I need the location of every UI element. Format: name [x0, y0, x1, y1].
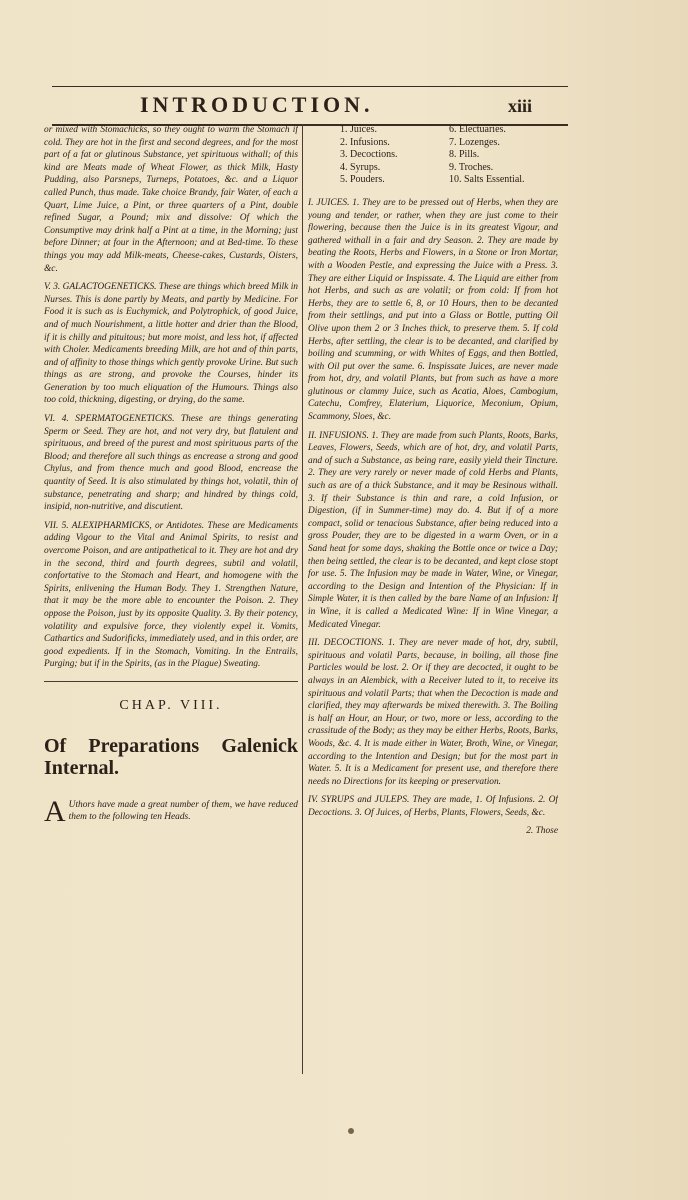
- section-infusions: II. INFUSIONS. 1. They are made from such Plants, Roots, Barks, Leaves, Flowers, Seeds, which are of hot, dry, and volatil Parts, and of such a Substance, as being rare, easily yield their Tincture. 2. They are very rarely or never made of cold Herbs and Plants, such as are of a thick Substance, and it may be Resinous withall. 3. If their Substance is thin and rare, a cold Infusion, or Digestion, (if in Summer-time) may do. 4. But if of a more compact, solid or tenacious Substance, after being reduced into a gross Pouder, they are to be digested in a warm Oven, or in a Sand heat for some days, shaking the Bottle once or twice a Day; then being settled, the clear is to be decanted, and kept close stopt for use. 5. The Infusion may be made in Water, Wine, or Vinegar, according to the Design and Intention of the Physician: If in Simple Water, it is then called by the bare Name of an Infusion: If in Wine, it is called a Medicated Wine: If in Wine Vinegar, a Medicated Vinegar.: [308, 430, 558, 630]
- section-juices: I. JUICES. 1. They are to be pressed out of Herbs, when they are young and tender, or rather, when they are just come to their flowering, because then the Juice is in its greatest Vigour, and gathered withall in a fair and dry Season. 2. They are made by beating the Roots, Herbs and Flowers, in a Stone or Iron Mortar, with a Wooden Pestle, and expressing the Juice with a Press. 3. They are either Liquid or Inspissate. 4. The Liquid are either from hot Herbs, and such as are volatil; or from cold: If from hot Herbs, they are to settle 6, 8, or 10 Hours, then to be decanted from their settlings, and put into a Glass or Bottle, putting Oil Olive upon them 2 or 3 Inches thick, to preserve them. 5. If cold Herbs, after settling, the clear is to be decanted, and clarified by boiling and scumming, or with Whites of Eggs, and then Bottled, with Oil put over the same. 6. Inspissate Juices, are never made from hot, dry, and volatil Plants, but from such as have a more glutinous or clammy Juice, such as Acatia, Aloes, Cambogium, Catechu, Comfrey, Elaterium, Liquorice, Meconium, Opium, Scammony, Sloes, &c.: [308, 197, 558, 423]
- chapter-title: Of Preparations Galenick Internal.: [44, 734, 298, 779]
- left-column: [44, 124, 298, 1084]
- section-syrups: IV. SYRUPS and JULEPS. They are made, 1. Of Infusions. 2. Of Decoctions. 3. Of Juices, of Herbs, Plants, Flowers, Seeds, &c.: [308, 795, 558, 818]
- chapter-intro-text: Uthors have made a great number of them, we have reduced them to the following ten Heads.: [68, 799, 298, 823]
- drop-cap: A: [44, 794, 66, 828]
- page-number: xiii: [508, 96, 533, 116]
- section-alexipharmicks: VII. 5. ALEXIPHARMICKS, or Antidotes. These are Medicaments adding Vigour to the Vital and Animal Spirits, to resist and overcome Poison, and are antipathetical to it. They are hot and dry in the second, third and fourth degrees, subtil and volatil, confortative to the Stomach and Heart, and homogene with the Spirits, enlivening the Human Body. They 1. Strengthen Nature, that it may be the more able to encounter the Poison. 2. They oppose the Poison, just by its opposite Quality. 3. By their potency, volatility and expulsive force, they violently expel it. Vomits, Cathartics and Sudorificks, immediately used, and in this order, are good expedients. If in the Stomach, Vomiting. In the Entrails, Purging; but if in the Spirits, (as in the Plague) Sweating.: [44, 520, 298, 670]
- preparations-list: [340, 124, 558, 187]
- chapter-heading: CHAP. VIII.: [119, 697, 223, 713]
- list-item: 1. Juices.: [340, 124, 377, 135]
- list-item: 2. Infusions.: [340, 136, 390, 148]
- list-item: 9. Troches.: [449, 161, 494, 173]
- paper-spot: [348, 1128, 354, 1134]
- list-item: 3. Decoctions.: [340, 149, 398, 161]
- paragraph: or mixed with Stomachicks, so they ought to warm the Stomach if cold. They are hot in the first and second degrees, and for the most part of a fat or glutinous Substance, yet spirituous withall; of this kind are Meats made of Wheat Flower, as thick Milk, Hasty Pudding, also Parsneps, Turneps, Potatoes, &c. and a Liquor called Punch, thus made. Take choice Brandy, fair Water, of each a Quart, Lime Juice, a Pint, or three quarters of a Pint, double refined Sugar, a Pound; mix and dissolve: Of which the Consumptive may drink half a Pint at a time, in the Morning; just before Dinner; at four in the Afternoon; and at Bed-time. To these things you may add Milk-meats, Cheese-cakes, Custards, Oisters, &c.: [44, 125, 298, 274]
- list-item: 5. Pouders.: [340, 174, 385, 186]
- list-item: 7. Lozenges.: [449, 136, 500, 148]
- section-decoctions: III. DECOCTIONS. 1. They are never made of hot, dry, subtil, spirituous and volatil Parts, because, in boiling, all those fine Particles would be lost. 2. Or if they are decocted, it ought to be always in an Alembick, with a Receiver luted to it, to receive its spirituous and volatil Parts; that when the Decoction is made and clarified, they may afterwards be mixed therewith. 3. The Boiling is half an Hour, an Hour, or two, more or less, according to the crassitude of the Body; as they may be either Herbs, Roots, Barks, Woods, &c. 4. It is made either in Water, Broth, Wine, or Vinegar, according to the Intention and Design; but for the most part in Water. 5. It is a Medicament for present use, and therefore there needs no Directions for its keeping or preservation.: [308, 638, 558, 787]
- list-item: 8. Pills.: [449, 149, 480, 161]
- right-column: [308, 124, 558, 1074]
- chapter-intro-paragraph: [44, 794, 298, 828]
- catchword: 2. Those: [526, 826, 558, 837]
- list-item: 10. Salts Essential.: [449, 174, 525, 186]
- section-galactogeneticks: V. 3. GALACTOGENETICKS. These are things which breed Milk in Nurses. This is done partly by Meats, and partly by Medicine. For Food it is such as is Euchymick, and Polytrophick, of good Juice, and of much Nourishment, a little hotter and drier than the Blood, if it is chilly and pituitous; but more moist, and less hot, if affected with Choler. Medicaments breeding Milk, are hot and of thin parts, and of affinity to those things which gently provoke Urine. But such things as are strong, and provoke the Courses, hinder its Generation by too much eliquation of the Humours. Things also too cold, thickning, digesting, or drying, do the same.: [44, 282, 298, 406]
- running-title: INTRODUCTION.: [140, 92, 374, 117]
- column-divider: [302, 124, 303, 1074]
- list-item: 4. Syrups.: [340, 161, 381, 173]
- section-spermatogeneticks: VI. 4. SPERMATOGENETICKS. These are things generating Sperm or Seed. They are hot, and not very dry, but flatulent and spirituous, and breed of the purest and most spirituous parts of the Blood; and therefore all such things as encrease a strong and good Chylus, and from thence much and good Blood, encrease the quantity of Seed. It is also stimulated by things hot, volatil, thin of substance, penetrating and sharp; and hindred by things cold, insipid, non-nutritive, and discutient.: [44, 414, 298, 513]
- chapter-rule: [44, 681, 298, 682]
- list-item: 6. Electuaries.: [449, 124, 506, 135]
